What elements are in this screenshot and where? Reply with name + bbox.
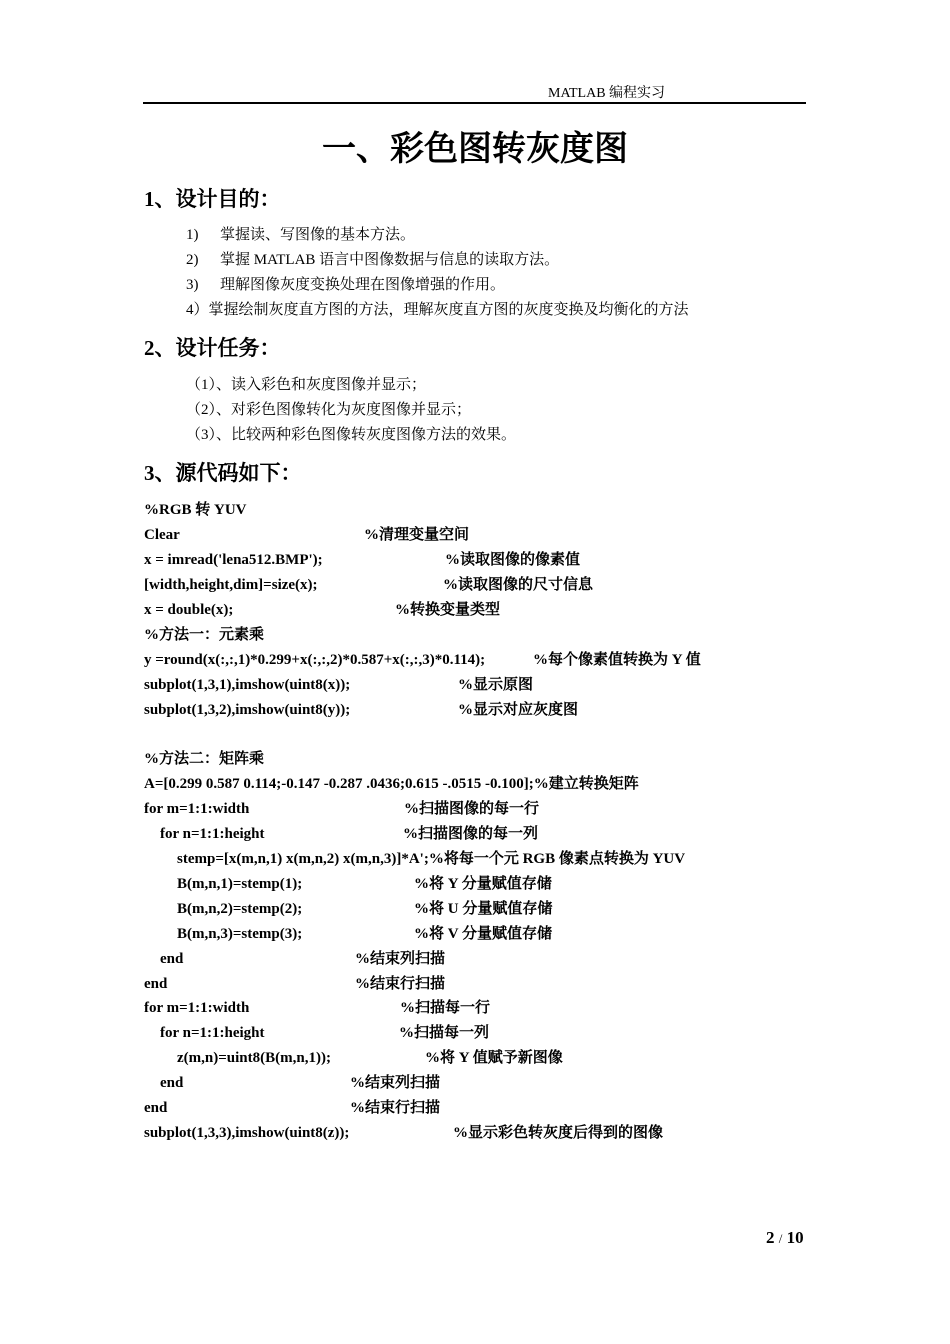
page-separator: / bbox=[778, 1231, 783, 1246]
code-line: B(m,n,2)=stemp(2); bbox=[177, 901, 303, 917]
code-comment: %扫描每一行 bbox=[400, 1000, 491, 1016]
objective-text: 理解图像灰度变换处理在图像增强的作用。 bbox=[220, 277, 506, 293]
page-total: 10 bbox=[786, 1228, 804, 1247]
code-line: stemp=[x(m,n,1) x(m,n,2) x(m,n,3)]*A';%将每一个元 RGB 像素点转换为 YUV bbox=[177, 851, 686, 867]
code-line: x = imread('lena512.BMP'); bbox=[144, 552, 323, 568]
task-item: （2）、对彩色图像转化为灰度图像并显示； bbox=[186, 402, 472, 418]
code-line: B(m,n,1)=stemp(1); bbox=[177, 876, 303, 892]
code-comment: %每个像素值转换为 Y 值 bbox=[533, 652, 701, 668]
code-comment: %显示彩色转灰度后得到的图像 bbox=[453, 1125, 664, 1141]
code-line: for n=1:1:height bbox=[160, 1025, 265, 1041]
section-heading-objectives: 1、设计目的： bbox=[144, 187, 281, 211]
code-comment: %扫描每一列 bbox=[399, 1025, 490, 1041]
code-line: x = double(x); bbox=[144, 602, 234, 618]
code-line: end bbox=[144, 976, 168, 992]
code-comment: %清理变量空间 bbox=[364, 527, 470, 543]
code-comment: %将 U 分量赋值存储 bbox=[414, 901, 553, 917]
code-comment: %扫描图像的每一列 bbox=[403, 826, 539, 842]
code-line: subplot(1,3,2),imshow(uint8(y)); bbox=[144, 702, 351, 718]
code-comment: %显示对应灰度图 bbox=[458, 702, 579, 718]
running-header: MATLAB 编程实习 bbox=[548, 86, 666, 101]
code-comment: %转换变量类型 bbox=[395, 602, 501, 618]
header-rule bbox=[143, 102, 806, 104]
code-comment: %将 Y 值赋予新图像 bbox=[425, 1050, 563, 1066]
code-comment: %结束列扫描 bbox=[350, 1075, 441, 1091]
code-line: end bbox=[144, 1100, 168, 1116]
objective-num: 2) bbox=[186, 252, 199, 268]
objective-item bbox=[186, 225, 415, 245]
code-line: [width,height,dim]=size(x); bbox=[144, 577, 318, 593]
code-line: subplot(1,3,1),imshow(uint8(x)); bbox=[144, 677, 351, 693]
objective-item: 4）掌握绘制灰度直方图的方法，理解灰度直方图的灰度变换及均衡化的方法 bbox=[186, 302, 689, 318]
section-heading-tasks: 2、设计任务： bbox=[144, 336, 281, 360]
code-line: y =round(x(:,:,1)*0.299+x(:,:,2)*0.587+x(:,:,3)*0.114); bbox=[144, 652, 486, 668]
code-comment: %结束行扫描 bbox=[350, 1100, 441, 1116]
code-line: for m=1:1:width bbox=[144, 801, 250, 817]
objective-item bbox=[186, 275, 505, 295]
code-line: for m=1:1:width bbox=[144, 1000, 250, 1016]
code-line: %RGB 转 YUV bbox=[144, 502, 247, 518]
code-comment: %读取图像的像素值 bbox=[445, 552, 581, 568]
code-line: B(m,n,3)=stemp(3); bbox=[177, 926, 303, 942]
code-comment: %结束行扫描 bbox=[355, 976, 446, 992]
objective-num: 1) bbox=[186, 227, 199, 243]
code-line: Clear bbox=[144, 527, 180, 543]
code-line: %方法二：矩阵乘 bbox=[144, 751, 265, 767]
task-item: （1）、读入彩色和灰度图像并显示； bbox=[186, 377, 427, 393]
code-line: for n=1:1:height bbox=[160, 826, 265, 842]
code-comment: %将 Y 分量赋值存储 bbox=[414, 876, 552, 892]
objective-text: 掌握读、写图像的基本方法。 bbox=[220, 227, 416, 243]
code-line: end bbox=[160, 1075, 184, 1091]
code-comment: %扫描图像的每一行 bbox=[404, 801, 540, 817]
task-item: （3）、比较两种彩色图像转灰度图像方法的效果。 bbox=[186, 427, 517, 443]
code-line: z(m,n)=uint8(B(m,n,1)); bbox=[177, 1050, 331, 1066]
code-comment: %将 V 分量赋值存储 bbox=[414, 926, 553, 942]
code-line: subplot(1,3,3),imshow(uint8(z)); bbox=[144, 1125, 350, 1141]
objective-num: 3) bbox=[186, 277, 199, 293]
chapter-title: 一、彩色图转灰度图 bbox=[322, 131, 628, 168]
objective-text: 掌握 MATLAB 语言中图像数据与信息的读取方法。 bbox=[220, 252, 560, 268]
objective-item bbox=[186, 250, 559, 270]
page-number bbox=[766, 1228, 804, 1249]
code-line: A=[0.299 0.587 0.114;-0.147 -0.287 .0436;0.615 -.0515 -0.100];%建立转换矩阵 bbox=[144, 776, 639, 792]
code-comment: %显示原图 bbox=[458, 677, 534, 693]
code-line: %方法一：元素乘 bbox=[144, 627, 265, 643]
code-line: end bbox=[160, 951, 184, 967]
code-comment: %结束列扫描 bbox=[355, 951, 446, 967]
section-heading-source-code: 3、源代码如下： bbox=[144, 461, 302, 485]
code-comment: %读取图像的尺寸信息 bbox=[443, 577, 594, 593]
page-current: 2 bbox=[766, 1228, 775, 1247]
